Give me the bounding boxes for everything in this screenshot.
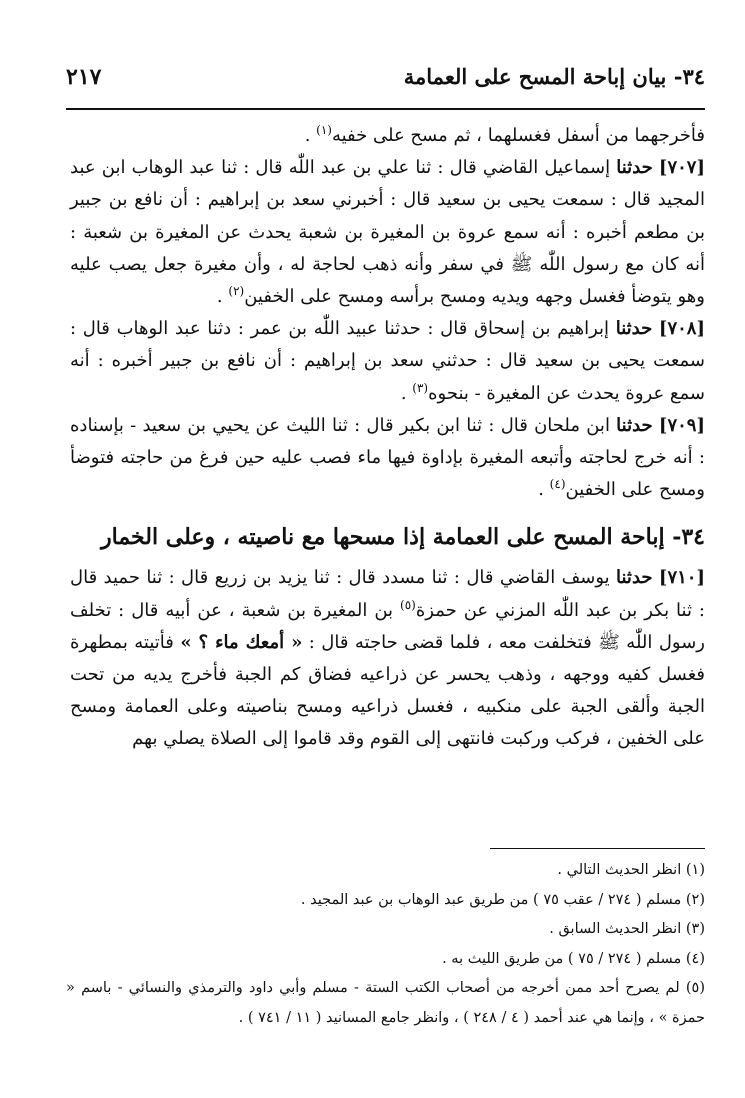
footnote-ref: (٣) — [412, 380, 429, 395]
footnote-ref: (٢) — [228, 284, 245, 299]
hadith-707 — [70, 152, 705, 313]
continuation-text: فأخرجهما من أسفل فغسلهما ، ثم مسح على خفيه — [331, 125, 705, 146]
footnote-ref: (١) — [316, 123, 332, 137]
footnote-text: مسلم ( ٢٧٤ / ٧٥ ) من طريق الليث به . — [442, 950, 686, 967]
hadith-lead: حدثنا — [616, 157, 653, 179]
continuation-paragraph — [70, 120, 705, 152]
hadith-lead: حدثنا — [616, 567, 653, 589]
footnote-2 — [66, 886, 705, 916]
continuation-end: . — [304, 125, 317, 146]
footnote-5 — [66, 974, 705, 1033]
footnote-4 — [66, 945, 705, 975]
hadith-lead: حدثنا — [615, 318, 653, 340]
footnote-3 — [66, 915, 705, 945]
header-rule — [66, 108, 705, 110]
hadith-end: . — [216, 286, 229, 308]
footnote-rule — [490, 848, 705, 849]
footnote-ref: (٤) — [549, 477, 566, 492]
footnote-mark: (٥) — [685, 980, 705, 996]
hadith-number: [٧٠٨] — [658, 318, 705, 340]
prophet-quote: « أمعك ماء ؟ » — [180, 631, 303, 653]
footnote-ref: (٥) — [400, 597, 416, 612]
hadith-text: إسماعيل القاضي قال : ثنا علي بن عبد اللّٰه قال : ثنا عبد الوهاب ابن عبد المجيد قال : سمعت يحيى بن سعيد قال : أخبرني سعد بن إبراهيم : أن نافع بن جبير بن مطعم أخبره : أنه سمع عروة بن المغيرة بن شعبة يحدث عن المغيرة بن شعبة : أنه كان مع رسول اللّٰه ﷺ في سفر وأنه ذهب لحاجة له ، وأن مغيرة جعل يصب عليه وهو يتوضأ فغسل وجهه ويديه ومسح برأسه ومسح على الخفين — [70, 157, 705, 308]
hadith-text-cont: بن المغيرة بن شعبة ، عن أبيه قال : تخلف رسول اللّٰه ﷺ فتخلفت معه ، فلما قضى حاجته قال : — [70, 599, 705, 653]
footnote-text: لم يصرح أحد ممن أخرجه من أصحاب الكتب الستة - مسلم وأبي داود والترمذي والنسائي - باسم « حمزة » ، وإنما هي عند أحمد ( ٤ / ٢٤٨ ) ، وانظر جامع المسانيد ( ١١ / ٧٤١ ) . — [66, 980, 705, 1026]
hadith-number: [٧٠٩] — [658, 414, 705, 436]
footnote-mark: (٤) — [685, 950, 705, 967]
footnote-mark: (٢) — [685, 891, 705, 908]
page-number: ٢١٧ — [66, 64, 102, 90]
hadith-number: [٧١٠] — [658, 567, 705, 589]
hadith-709 — [70, 410, 705, 507]
hadith-text-cont2: فأتيته بمطهرة فغسل كفيه ووجهه ، وذهب يحسر عن ذراعيه فضاق كم الجبة فأخرج يديه من تحت الجبة وألقى الجبة على منكبيه ، فغسل ذراعيه ومسح بناصيته وعلى العمامة ومسح على الخفين ، فركب وركبت فانتهى إلى القوم وقد قاموا إلى الصلاة يصلي بهم — [70, 631, 705, 750]
footnote-mark: (١) — [685, 862, 705, 878]
footnote-1 — [66, 856, 705, 886]
hadith-text: ابن ملحان قال : ثنا ابن بكير قال : ثنا الليث عن يحيي بن سعيد - بإسناده : أنه خرج لحاجته وأتبعه المغيرة بإداوة فيها ماء فصب عليه حين فرغ من حاجته فتوضأ ومسح على الخفين — [70, 414, 705, 501]
hadith-end: . — [400, 382, 413, 404]
hadith-text: يوسف القاضي قال : ثنا مسدد قال : ثنا يزيد بن زريع قال : ثنا حميد قال : ثنا بكر بن عبد اللّٰه المزني عن حمزة — [70, 567, 706, 621]
footnote-mark: (٣) — [685, 921, 705, 937]
hadith-710 — [70, 562, 705, 755]
hadith-end: . — [538, 479, 550, 501]
footnote-text: انظر الحديث التالي . — [557, 862, 686, 878]
footnote-text: مسلم ( ٢٧٤ / عقب ٧٥ ) من طريق عبد الوهاب بن عبد المجيد . — [300, 891, 686, 908]
hadith-708 — [70, 313, 705, 410]
hadith-text: إبراهيم بن إسحاق قال : حدثنا عبيد اللّٰه بن عمر : دثنا عبد الوهاب قال : سمعت يحيى بن سعيد قال : حدثني سعد بن إبراهيم : أن نافع بن جبير أخبره : أنه سمع عروة يحدث عن المغيرة - بنحوه — [70, 318, 705, 404]
main-text — [70, 120, 705, 756]
footnote-text: انظر الحديث السابق . — [549, 921, 686, 937]
chapter-heading: ٣٤- إباحة المسح على العمامة إذا مسحها مع ناصيته ، وعلى الخمار — [101, 524, 705, 551]
hadith-number: [٧٠٧] — [658, 157, 705, 179]
hadith-lead: حدثنا — [616, 414, 653, 436]
running-header — [66, 60, 705, 106]
running-title: ٣٤- بيان إباحة المسح على العمامة — [403, 64, 705, 89]
footnotes — [66, 856, 705, 1033]
